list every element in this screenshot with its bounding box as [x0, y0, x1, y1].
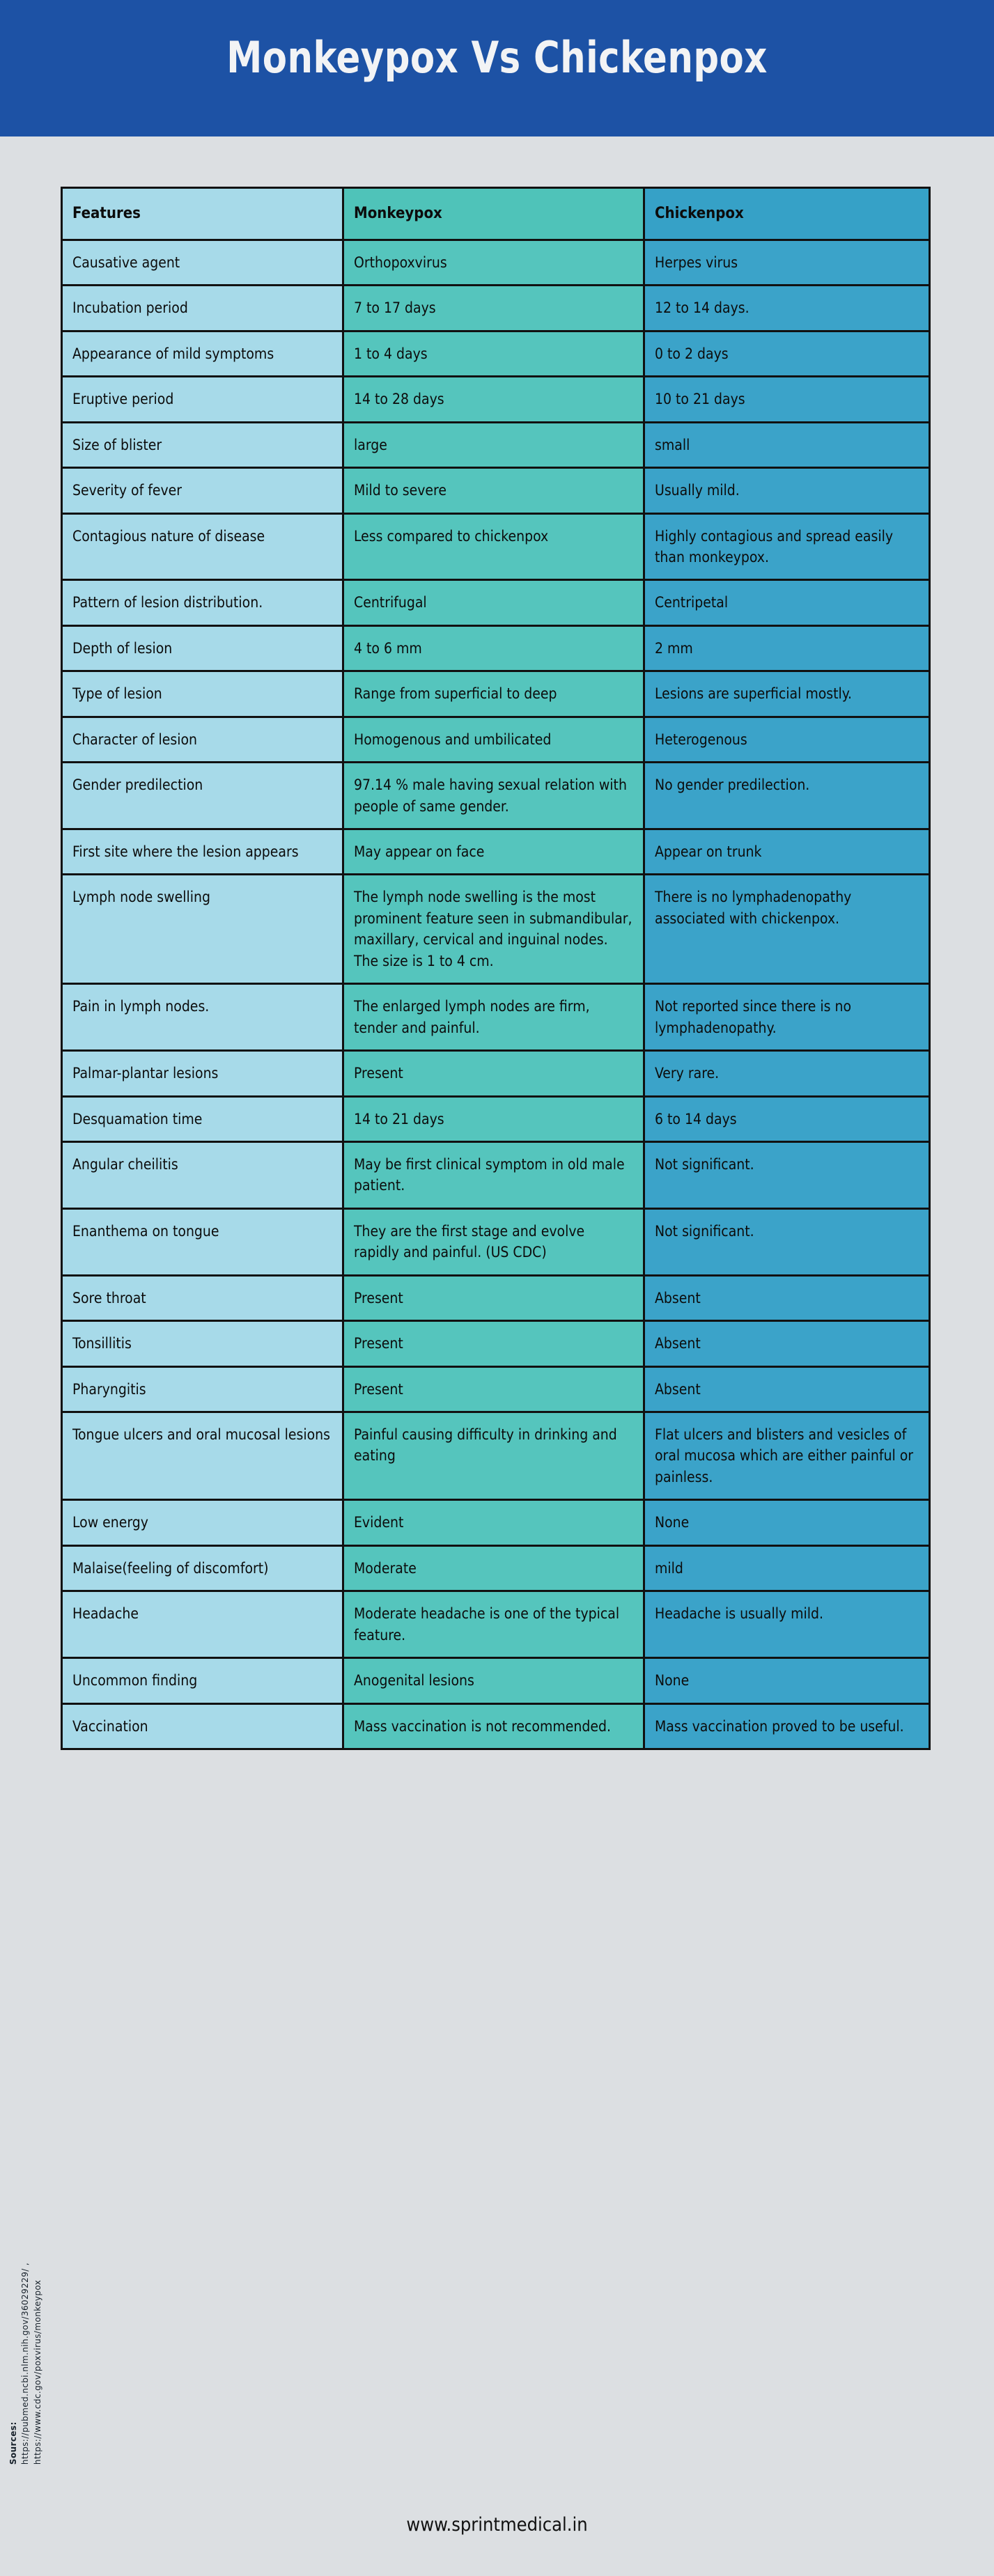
monkeypox-cell [344, 1322, 645, 1365]
monkeypox-text: Homogenous and umbilicated [354, 731, 552, 748]
chickenpox-cell [645, 672, 929, 715]
chickenpox-text: Herpes virus [655, 253, 738, 271]
chickenpox-cell [645, 241, 929, 284]
table-row [63, 1143, 929, 1210]
chickenpox-cell [645, 1592, 929, 1657]
table-row [63, 332, 929, 377]
feature-text: Sore throat [72, 1289, 146, 1306]
chickenpox-text: 6 to 14 days [655, 1110, 737, 1127]
table-row [63, 1052, 929, 1097]
monkeypox-cell [344, 469, 645, 512]
monkeypox-cell [344, 1368, 645, 1411]
feature-cell [63, 1413, 344, 1499]
monkeypox-text: They are the first stage and evolve rapidly and painful. (US CDC) [354, 1222, 585, 1261]
monkeypox-cell [344, 1501, 645, 1544]
chickenpox-text: Heterogenous [655, 731, 747, 748]
chickenpox-text: 0 to 2 days [655, 345, 729, 362]
feature-text: Incubation period [72, 299, 188, 317]
monkeypox-text: Anogenital lesions [354, 1672, 474, 1689]
feature-cell [63, 1322, 344, 1365]
monkeypox-cell [344, 423, 645, 467]
feature-text: Low energy [72, 1514, 148, 1531]
table-row [63, 1501, 929, 1546]
monkeypox-cell [344, 332, 645, 375]
feature-cell [63, 875, 344, 983]
chickenpox-cell [645, 1659, 929, 1702]
monkeypox-cell [344, 1052, 645, 1095]
chickenpox-cell [645, 469, 929, 512]
feature-cell [63, 286, 344, 329]
chickenpox-cell [645, 332, 929, 375]
feature-text: Size of blister [72, 436, 162, 453]
feature-cell [63, 763, 344, 828]
table-row [63, 581, 929, 626]
chickenpox-text: mild [655, 1559, 683, 1577]
chickenpox-text: Appear on trunk [655, 843, 762, 861]
chickenpox-cell [645, 1143, 929, 1208]
chickenpox-text: 10 to 21 days [655, 391, 745, 408]
monkeypox-cell [344, 286, 645, 329]
monkeypox-text: 4 to 6 mm [354, 639, 422, 657]
table-row [63, 1322, 929, 1367]
chickenpox-text: 12 to 14 days. [655, 299, 750, 317]
monkeypox-cell [344, 1705, 645, 1748]
chickenpox-text: Not significant. [655, 1222, 754, 1240]
chickenpox-cell [645, 627, 929, 670]
monkeypox-cell [344, 1413, 645, 1499]
feature-cell [63, 1052, 344, 1095]
chickenpox-text: Very rare. [655, 1065, 720, 1082]
monkeypox-text: large [354, 436, 387, 453]
source-url-pubmed: https://pubmed.ncbi.nlm.nih.gov/36029229/ , [20, 2262, 31, 2465]
monkeypox-cell [344, 875, 645, 983]
table-row [63, 241, 929, 286]
monkeypox-text: The enlarged lymph nodes are firm, tender and painful. [354, 998, 590, 1036]
chickenpox-text: 2 mm [655, 639, 693, 657]
monkeypox-text: 14 to 21 days [354, 1110, 444, 1127]
monkeypox-cell [344, 985, 645, 1049]
chickenpox-text: Absent [655, 1380, 701, 1398]
table-row [63, 286, 929, 331]
table-row [63, 718, 929, 763]
feature-text: Tongue ulcers and oral mucosal lesions [72, 1426, 330, 1444]
feature-cell [63, 1659, 344, 1702]
table-row [63, 1705, 929, 1750]
footer-website: www.sprintmedical.in [406, 2514, 588, 2536]
chickenpox-cell [645, 581, 929, 624]
page-title: Monkeypox Vs Chickenpox [226, 32, 768, 83]
feature-cell [63, 332, 344, 375]
monkeypox-text: Present [354, 1065, 403, 1082]
monkeypox-text: The lymph node swelling is the most prominent feature seen in submandibular, maxillary, cervical and inguinal nodes. The size is 1 to 4 cm. [354, 889, 632, 969]
chickenpox-cell [645, 763, 929, 828]
table-row [63, 1368, 929, 1413]
monkeypox-text: Centrifugal [354, 594, 427, 611]
monkeypox-text: Present [354, 1289, 403, 1306]
table-row [63, 1592, 929, 1659]
column-header-monkeypox [344, 189, 645, 239]
table-row [63, 627, 929, 672]
chickenpox-cell [645, 286, 929, 329]
source-url-cdc: https://www.cdc.gov/poxvirus/monkeypox [32, 2279, 42, 2465]
feature-text: Character of lesion [72, 731, 197, 748]
chickenpox-cell [645, 515, 929, 579]
table-row [63, 515, 929, 581]
feature-text: Malaise(feeling of discomfort) [72, 1559, 269, 1577]
feature-cell [63, 1143, 344, 1208]
column-header-features-label: Features [72, 205, 141, 222]
feature-cell [63, 672, 344, 715]
table-row [63, 830, 929, 875]
monkeypox-text: Less compared to chickenpox [354, 527, 549, 545]
feature-text: Angular cheilitis [72, 1155, 178, 1173]
feature-cell [63, 423, 344, 467]
monkeypox-text: 7 to 17 days [354, 299, 436, 317]
monkeypox-text: Mild to severe [354, 482, 446, 499]
feature-text: Gender predilection [72, 776, 203, 794]
feature-cell [63, 1547, 344, 1590]
chickenpox-cell [645, 1052, 929, 1095]
monkeypox-text: 97.14 % male having sexual relation with people of same gender. [354, 776, 627, 815]
monkeypox-cell [344, 718, 645, 761]
monkeypox-cell [344, 377, 645, 421]
table-row [63, 1413, 929, 1501]
feature-cell [63, 1210, 344, 1274]
feature-text: Vaccination [72, 1717, 148, 1735]
header-banner [0, 0, 994, 136]
sources-block [8, 2235, 44, 2465]
chickenpox-text: None [655, 1672, 690, 1689]
table-header-row [63, 189, 929, 241]
feature-text: First site where the lesion appears [72, 843, 299, 861]
column-header-chickenpox [645, 189, 929, 239]
monkeypox-text: Range from superficial to deep [354, 685, 557, 703]
chickenpox-cell [645, 1413, 929, 1499]
monkeypox-cell [344, 1277, 645, 1320]
table-row [63, 423, 929, 469]
monkeypox-text: Mass vaccination is not recommended. [354, 1717, 612, 1735]
chickenpox-text: Headache is usually mild. [655, 1605, 824, 1623]
feature-text: Severity of fever [72, 482, 183, 499]
table-row [63, 1659, 929, 1704]
chickenpox-text: Highly contagious and spread easily than monkeypox. [655, 527, 893, 565]
monkeypox-cell [344, 1210, 645, 1274]
monkeypox-text: 1 to 4 days [354, 345, 428, 362]
monkeypox-cell [344, 1098, 645, 1141]
monkeypox-cell [344, 581, 645, 624]
chickenpox-text: Absent [655, 1335, 701, 1352]
table-row [63, 985, 929, 1052]
feature-text: Appearance of mild symptoms [72, 345, 274, 362]
feature-text: Palmar-plantar lesions [72, 1065, 219, 1082]
chickenpox-cell [645, 1547, 929, 1590]
feature-text: Pharyngitis [72, 1380, 146, 1398]
feature-text: Pattern of lesion distribution. [72, 594, 263, 611]
monkeypox-cell [344, 763, 645, 828]
monkeypox-text: Evident [354, 1514, 404, 1531]
monkeypox-cell [344, 672, 645, 715]
feature-cell [63, 1501, 344, 1544]
chickenpox-text: Centripetal [655, 594, 729, 611]
chickenpox-text: Flat ulcers and blisters and vesicles of oral mucosa which are either painful or painless. [655, 1426, 914, 1485]
table-row [63, 377, 929, 423]
chickenpox-cell [645, 1368, 929, 1411]
table-row [63, 875, 929, 985]
feature-text: Lymph node swelling [72, 889, 210, 906]
chickenpox-cell [645, 377, 929, 421]
table-row [63, 672, 929, 717]
feature-cell [63, 1098, 344, 1141]
feature-cell [63, 515, 344, 579]
monkeypox-text: Orthopoxvirus [354, 253, 447, 271]
table-row [63, 469, 929, 514]
feature-cell [63, 985, 344, 1049]
comparison-table [61, 187, 931, 1750]
feature-cell [63, 241, 344, 284]
feature-cell [63, 1705, 344, 1748]
chickenpox-text: There is no lymphadenopathy associated with chickenpox. [655, 889, 852, 927]
feature-cell [63, 1277, 344, 1320]
chickenpox-cell [645, 1098, 929, 1141]
feature-cell [63, 830, 344, 873]
chickenpox-cell [645, 718, 929, 761]
table-row [63, 1547, 929, 1592]
monkeypox-text: Painful causing difficulty in drinking and eating [354, 1426, 617, 1465]
column-header-chickenpox-label: Chickenpox [655, 205, 744, 222]
chickenpox-text: small [655, 436, 690, 453]
monkeypox-text: Moderate [354, 1559, 417, 1577]
feature-text: Headache [72, 1605, 139, 1623]
chickenpox-text: No gender predilection. [655, 776, 810, 794]
feature-cell [63, 377, 344, 421]
feature-text: Desquamation time [72, 1110, 203, 1127]
feature-cell [63, 718, 344, 761]
monkeypox-text: 14 to 28 days [354, 391, 444, 408]
table-row [63, 1210, 929, 1277]
chickenpox-cell [645, 1501, 929, 1544]
monkeypox-cell [344, 1143, 645, 1208]
monkeypox-cell [344, 627, 645, 670]
monkeypox-text: Present [354, 1380, 403, 1398]
chickenpox-text: None [655, 1514, 690, 1531]
feature-cell [63, 581, 344, 624]
feature-text: Tonsillitis [72, 1335, 132, 1352]
monkeypox-text: Present [354, 1335, 403, 1352]
monkeypox-cell [344, 241, 645, 284]
column-header-monkeypox-label: Monkeypox [354, 205, 442, 222]
feature-cell [63, 1368, 344, 1411]
chickenpox-cell [645, 985, 929, 1049]
chickenpox-text: Not significant. [655, 1155, 754, 1173]
chickenpox-text: Mass vaccination proved to be useful. [655, 1717, 904, 1735]
column-header-features [63, 189, 344, 239]
table-row [63, 763, 929, 830]
feature-text: Contagious nature of disease [72, 527, 265, 545]
feature-cell [63, 627, 344, 670]
monkeypox-text: May be first clinical symptom in old male patient. [354, 1155, 625, 1194]
chickenpox-cell [645, 1277, 929, 1320]
chickenpox-cell [645, 1322, 929, 1365]
monkeypox-cell [344, 1547, 645, 1590]
chickenpox-cell [645, 1705, 929, 1748]
chickenpox-text: Not reported since there is no lymphadenopathy. [655, 998, 852, 1036]
monkeypox-text: May appear on face [354, 843, 485, 861]
sources-label: Sources: [8, 2421, 18, 2465]
table-row [63, 1277, 929, 1322]
feature-text: Eruptive period [72, 391, 174, 408]
feature-text: Uncommon finding [72, 1672, 198, 1689]
feature-text: Causative agent [72, 253, 180, 271]
chickenpox-text: Lesions are superficial mostly. [655, 685, 852, 703]
chickenpox-cell [645, 830, 929, 873]
feature-cell [63, 1592, 344, 1657]
chickenpox-cell [645, 1210, 929, 1274]
feature-cell [63, 469, 344, 512]
feature-text: Depth of lesion [72, 639, 173, 657]
feature-text: Type of lesion [72, 685, 162, 703]
monkeypox-cell [344, 1659, 645, 1702]
monkeypox-cell [344, 515, 645, 579]
monkeypox-cell [344, 1592, 645, 1657]
feature-text: Enanthema on tongue [72, 1222, 219, 1240]
chickenpox-text: Usually mild. [655, 482, 740, 499]
chickenpox-cell [645, 875, 929, 983]
monkeypox-cell [344, 830, 645, 873]
chickenpox-cell [645, 423, 929, 467]
monkeypox-text: Moderate headache is one of the typical feature. [354, 1605, 620, 1644]
table-row [63, 1098, 929, 1143]
chickenpox-text: Absent [655, 1289, 701, 1306]
feature-text: Pain in lymph nodes. [72, 998, 210, 1015]
